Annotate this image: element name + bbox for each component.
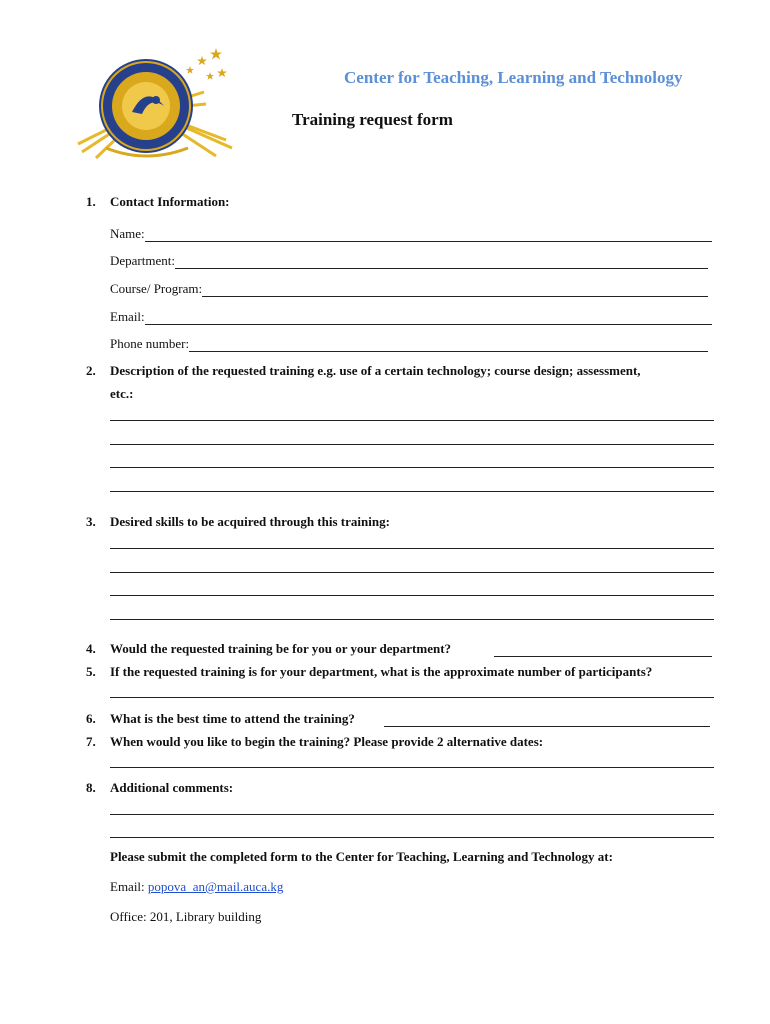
department-field[interactable] — [110, 253, 708, 269]
name-label: Name: — [110, 226, 145, 241]
section-number: 1. — [86, 194, 96, 209]
phone-label: Phone number: — [110, 336, 190, 351]
course-program-field[interactable] — [110, 281, 708, 297]
course-program-input[interactable] — [202, 284, 708, 297]
section-number: 8. — [86, 780, 96, 795]
email-input[interactable] — [145, 312, 712, 325]
section-title-participants: If the requested training is for your department, what is the approximate number of participants? — [110, 664, 653, 679]
department-label: Department: — [110, 253, 175, 268]
section-number: 4. — [86, 641, 96, 656]
phone-field[interactable] — [110, 336, 708, 352]
university-seal-logo-icon — [76, 44, 236, 164]
for-whom-answer-input[interactable] — [490, 641, 712, 657]
description-answer-line[interactable] — [110, 467, 714, 468]
section-title-begin-dates: When would you like to begin the training? Please provide 2 alternative dates: — [110, 734, 544, 749]
section-title-description: Description of the requested training e.g. use of a certain technology; course design; assessment, — [110, 363, 641, 378]
email-field[interactable] — [110, 309, 712, 325]
skills-answer-line[interactable] — [110, 619, 714, 620]
section-title-for-whom: Would the requested training be for you or your department? — [110, 641, 452, 656]
section-title-skills: Desired skills to be acquired through this training: — [110, 514, 390, 529]
office-info: Office: 201, Library building — [110, 909, 262, 924]
name-input[interactable] — [145, 229, 712, 242]
course-program-label: Course/ Program: — [110, 281, 203, 296]
section-number: 6. — [86, 711, 96, 726]
section-number: 5. — [86, 664, 96, 679]
email-contact-label: Email: — [110, 879, 148, 894]
org-title: Center for Teaching, Learning and Technology — [344, 68, 683, 87]
skills-answer-line[interactable] — [110, 572, 714, 573]
name-field[interactable] — [110, 226, 712, 242]
section-number: 2. — [86, 363, 96, 378]
comments-answer-line[interactable] — [110, 837, 714, 838]
description-answer-line[interactable] — [110, 444, 714, 445]
skills-answer-line[interactable] — [110, 548, 714, 549]
submit-instructions: Please submit the completed form to the Center for Teaching, Learning and Technology at: — [110, 849, 613, 864]
department-input[interactable] — [175, 256, 708, 269]
email-link[interactable]: popova_an@mail.auca.kg — [147, 879, 284, 894]
participants-answer-line[interactable] — [110, 697, 714, 698]
contact-email-line — [110, 879, 283, 895]
begin-dates-answer-line[interactable] — [110, 767, 714, 768]
section-title-best-time: What is the best time to attend the training? — [110, 711, 355, 726]
best-time-answer-input[interactable] — [380, 711, 710, 727]
section-title-comments: Additional comments: — [110, 780, 234, 795]
section-title-description-cont: etc.: — [110, 386, 134, 401]
page-title: Training request form — [292, 110, 453, 129]
section-number: 3. — [86, 514, 96, 529]
section-title-contact: Contact Information: — [110, 194, 230, 209]
description-answer-line[interactable] — [110, 491, 714, 492]
email-label: Email: — [110, 309, 145, 324]
section-number: 7. — [86, 734, 96, 749]
comments-answer-line[interactable] — [110, 814, 714, 815]
phone-input[interactable] — [189, 339, 708, 352]
skills-answer-line[interactable] — [110, 595, 714, 596]
description-answer-line[interactable] — [110, 420, 714, 421]
